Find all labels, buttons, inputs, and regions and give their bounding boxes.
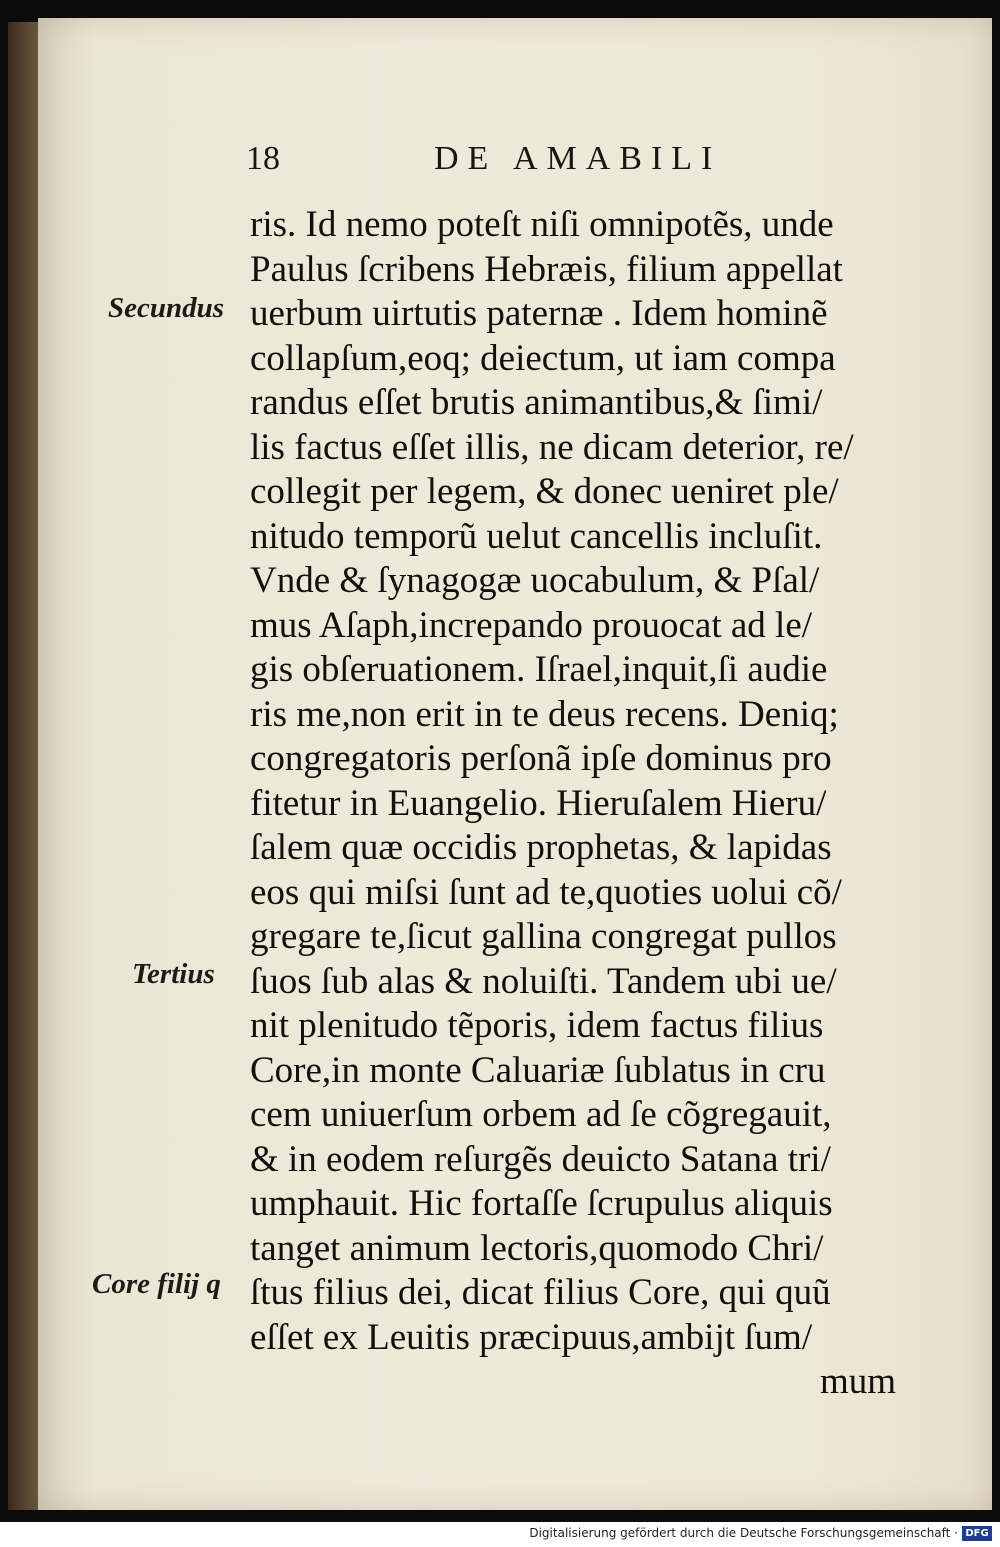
text-line: collapſum,eoq; deiectum, ut iam compa [250, 337, 836, 379]
text-line: nitudo temporũ uelut cancellis incluſit. [250, 515, 823, 557]
text-line: ris me,non erit in te deus recens. Deniq; [250, 693, 839, 735]
text-line: ſalem quæ occidis prophetas, & lapidas [250, 827, 832, 868]
funding-credit: Digitalisierung gefördert durch die Deutsche Forschungsgemeinschaft · [529, 1526, 958, 1540]
text-line: lis factus eſſet illis, ne dicam deterior, re/ [250, 426, 854, 468]
text-line: ſuos ſub alas & noluiſti. Tandem ubi ue/ [250, 960, 837, 1002]
body-text [250, 203, 910, 1405]
footer-bar [0, 1522, 1000, 1547]
margin-note-core: Core filij q [92, 1268, 221, 1300]
page-number: 18 [246, 140, 280, 177]
text-line: & in eodem reſurgẽs deuicto Satana tri/ [250, 1138, 831, 1180]
text-line: eſſet ex Leuitis præcipuus,ambijt ſum/ [250, 1316, 813, 1358]
running-head: DE AMABILI [434, 140, 722, 177]
text-line: gregare te,ſicut gallina congregat pullos [250, 916, 837, 957]
text-line: ſtus filius dei, dicat filius Core, qui quũ [250, 1272, 831, 1313]
catchword: mum [819, 1361, 896, 1402]
text-line: fitetur in Euangelio. Hieruſalem Hieru/ [250, 782, 827, 824]
dfg-logo-icon: DFG [962, 1526, 992, 1541]
margin-note-tertius: Tertius [132, 958, 215, 990]
text-line: Core,in monte Caluariæ ſublatus in cru [250, 1049, 826, 1091]
text-line: umphauit. Hic fortaſſe ſcrupulus aliquis [250, 1183, 833, 1224]
text-line: collegit per legem, & donec ueniret ple/ [250, 471, 839, 512]
text-line: Vnde & ſynagogæ uocabulum, & Pſal/ [250, 560, 820, 601]
text-line: gis obſeruationem. Iſrael,inquit,ſi audie [250, 649, 828, 690]
text-line: ris. Id nemo poteſt niſi omnipotẽs, unde [250, 204, 834, 245]
text-line: cem uniuerſum orbem ad ſe cõgregauit, [250, 1094, 832, 1135]
margin-note-secundus: Secundus [108, 292, 225, 324]
text-line: eos qui miſsi ſunt ad te,quoties uolui cõ/ [250, 871, 842, 913]
text-line: nit plenitudo tẽporis, idem factus filius [250, 1005, 824, 1046]
text-line: Paulus ſcribens Hebræis, filium appellat [250, 248, 843, 290]
text-line: tanget animum lectoris,quomodo Chri/ [250, 1227, 824, 1269]
text-line: mus Aſaph,increpando prouocat ad le/ [250, 604, 813, 646]
text-line: congregatoris perſonã ipſe dominus pro [250, 738, 832, 779]
text-line: uerbum uirtutis paternæ . Idem hominẽ [250, 293, 828, 334]
text-line: randus eſſet brutis animantibus,& ſimi/ [250, 382, 823, 423]
